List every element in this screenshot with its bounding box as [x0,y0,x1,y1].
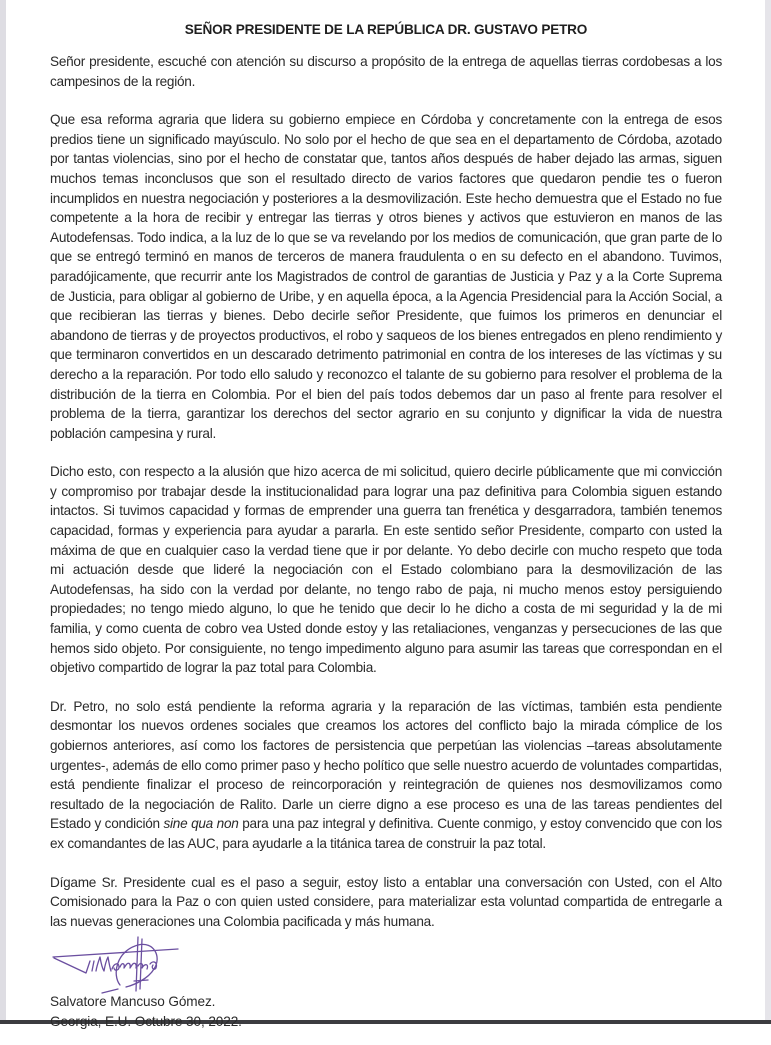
paragraph-pending-tasks-part1: Dr. Petro, no solo está pendiente la reforma agraria y la reparación de las víctimas, también esta pendiente desmontar los nuevos ordenes sociales que creamos los actores del conflicto bajo la mirada cómplice de los gobiernos anteriores, así como los factores de persistencia que perpetúan las violencias –tareas absolutamente urgentes-, además de ello como primer paso y hecho político que selle nuestro acuerdo de voluntades compartidas, está pendiente finalizar el proceso de reincorporación y reintegración de quienes nos desmovilizamos como resultado de la negociación de Ralito. Darle un cierre digno a ese proceso es una de las tareas pendientes del Estado y condición [50,698,722,832]
latin-phrase: sine qua non [163,816,239,832]
signer-name: Salvatore Mancuso Gómez. [50,994,216,1010]
signature-block [50,935,722,1045]
paragraph-agrarian-reform: Que esa reforma agraria que lidera su gobierno empiece en Córdoba y concretamente con la entrega de esos predios tiene un significado mayúsculo. No solo por el hecho de que sea en el departamento de Córdoba, azotado por tantas violencias, sino por el hecho de constatar que, tantos años después de haber dejado las armas, siguen muchos temas inconclusos que son el resultado directo de varios factores que quedaron pendie tes o fueron incumplidos en nuestra negociación y posteriores a la desmovilización. Este hecho demuestra que el Estado no fue competente a la hora de recibir y entregar las tierras y otros bienes y activos que estuvieron en manos de las Autodefensas. Todo indica, a la luz de lo que se va revelando por los medios de comunicación, que gran parte de lo que se entregó terminó en manos de terceros de manera fraudulenta o en su defecto en el abandono. Tuvimos, paradójicamente, que recurrir ante los Magistrados de control de garantias de Justicia y Paz y a la Corte Suprema de Justicia, para obligar al gobierno de Uribe, y en aquella época, a la Agencia Presidencial para la Acción Social, a que recibieran las tierras y bienes. Debo decirle señor Presidente, que fuimos los primeros en denunciar el abandono de tierras y de proyectos productivos, el robo y saqueos de los bienes entregados en pleno rendimiento y que terminaron convertidos en un descarado detrimento patrimonial en contra de los intereses de las víctimas y su derecho a la reparación. Por todo ello saludo y reconozco el talante de su gobierno para resolver el problema de la distribución de la tierra en Colombia. Por el bien del país todos debemos dar un paso al frente para resolver el problema de la tierra, garantizar los derechos del sector agrario en su conjunto y dignificar la vida de nuestra población campesina y rural. [50,112,722,441]
page-right-edge [765,0,771,1020]
signing-place-date: Georgia, E.U. Octubre 30, 2022. [50,1014,242,1030]
paragraph-commitment: Dicho esto, con respecto a la alusión que hizo acerca de mi solicitud, quiero decirle públicamente que mi convicción y compromiso por trabajar desde la institucionalidad para lograr una paz definitiva para Colombia siguen estando intactos. Si tuvimos capacidad y formas de emprender una guerra tan frenética y desgarradora, también tenemos capacidad, formas y experiencia para ayudar a pararla. En este sentido señor Presidente, comparto con usted la máxima de que en cualquier caso la verdad tiene que ir por delante. Yo debo decirle con mucho respeto que toda mi actuación desde que lideré la negociación con el Estado colombiano para la desmovilización de las Autodefensas, ha sido con la verdad por delante, no tengo rabo de paja, ni mucho menos estoy persiguiendo propiedades; no tengo miedo alguno, lo que he tenido que decir lo he dicho a costa de mi seguridad y la de mi familia, y como cuenta de cobro vea Usted donde estoy y las retaliaciones, venganzas y persecuciones de las que hemos sido objeto. Por consiguiente, no tengo impedimento alguno para asumir las tareas que correspondan en el objetivo compartido de lograr la paz total para Colombia. [50,464,722,676]
paragraph-pending-tasks-part2: para una paz integral y definitiva. Cuente conmigo, y estoy convencido que con los ex comandantes de las AUC, para ayudarle a la titánica tarea de construir la paz total. [50,816,722,851]
paragraph-pending-tasks [50,697,722,854]
handwritten-signature-icon [50,935,180,995]
paragraph-greeting: Señor presidente, escuché con atención su discurso a propósito de la entrega de aquellas tierras cordobesas a los campesinos de la región. [50,54,722,89]
letter-title: SEÑOR PRESIDENTE DE LA REPÚBLICA DR. GUSTAVO PETRO [184,22,588,37]
letter-page [50,20,722,1045]
page-left-edge [0,0,6,1020]
paragraph-closing: Dígame Sr. Presidente cual es el paso a seguir, estoy listo a entablar una conversación con Usted, con el Alto Comisionado para la Paz o con quien usted considere, para materializar esta voluntad compartida de entregarle a las nuevas generaciones una Colombia pacificada y más humana. [50,874,722,929]
